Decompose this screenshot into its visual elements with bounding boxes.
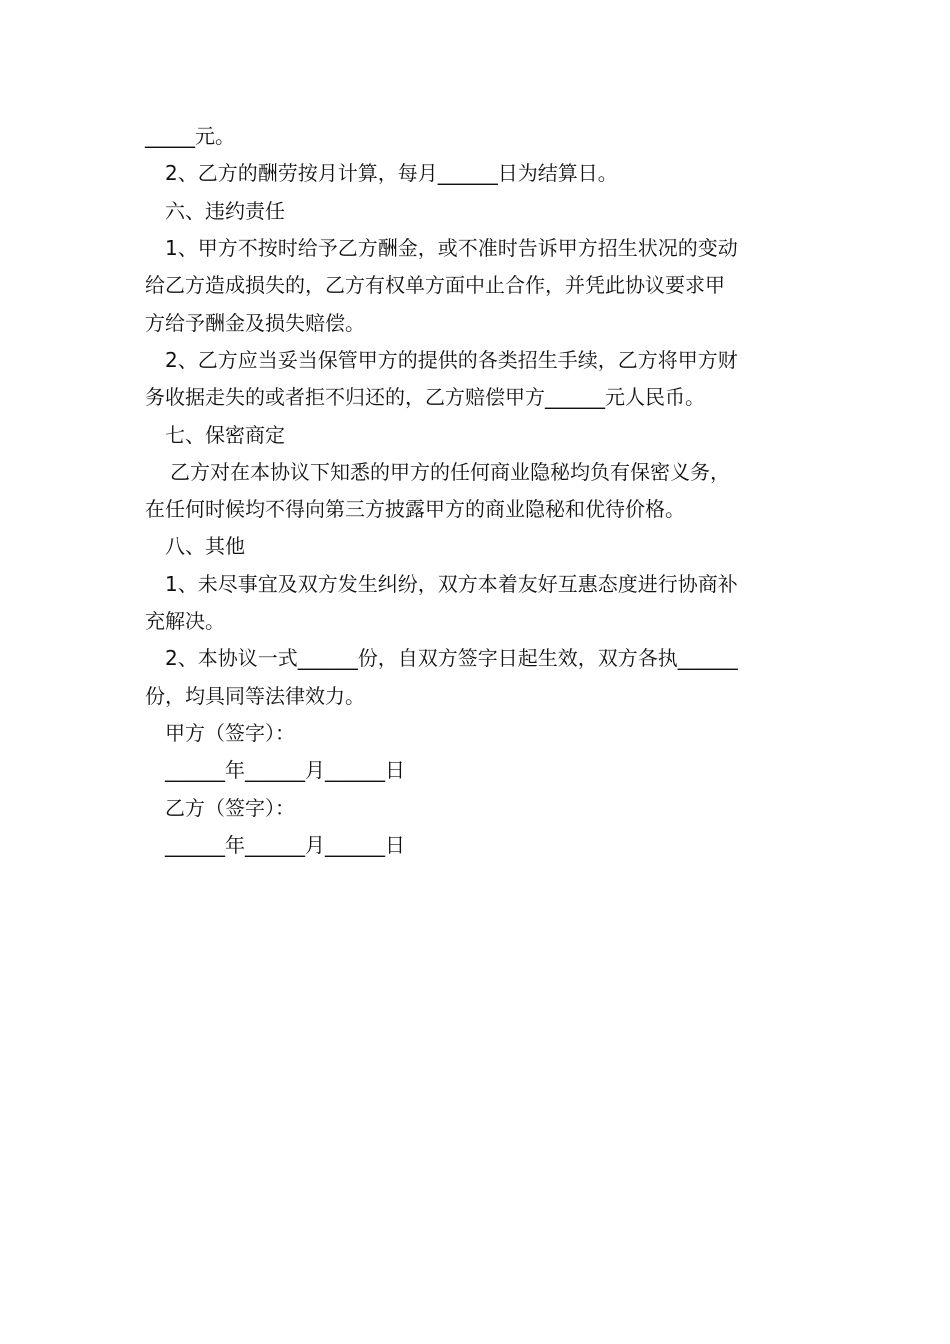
doc-line: 2、乙方应当妥当保管甲方的提供的各类招生手续，乙方将甲方财 xyxy=(165,348,738,372)
doc-line: 方给予酬金及损失赔偿。 xyxy=(145,311,365,335)
party-a-signature-label: 甲方（签字）： xyxy=(165,721,295,745)
doc-line: 乙方对在本协议下知悉的甲方的任何商业隐秘均负有保密义务， xyxy=(170,460,730,484)
section-heading: 六、违约责任 xyxy=(165,199,285,223)
party-b-date-line: ______年______月______日 xyxy=(165,833,405,857)
doc-line: 2、乙方的酬劳按月计算，每月______日为结算日。 xyxy=(165,161,618,185)
section-heading: 七、保密商定 xyxy=(165,423,285,447)
doc-line: 1、未尽事宜及双方发生纠纷，双方本着友好互惠态度进行协商补 xyxy=(165,572,738,596)
doc-line: 充解决。 xyxy=(145,609,225,633)
doc-line: 给乙方造成损失的，乙方有权单方面中止合作，并凭此协议要求甲 xyxy=(145,273,725,297)
doc-line: 份，均具同等法律效力。 xyxy=(145,684,365,708)
section-heading: 八、其他 xyxy=(165,534,245,558)
party-a-date-line: ______年______月______日 xyxy=(165,758,405,782)
doc-line: 在任何时候均不得向第三方披露甲方的商业隐秘和优待价格。 xyxy=(145,497,685,521)
doc-line: 1、甲方不按时给予乙方酬金，或不准时告诉甲方招生状况的变动 xyxy=(165,236,738,260)
party-b-signature-label: 乙方（签字）： xyxy=(165,796,295,820)
doc-line: 务收据走失的或者拒不归还的，乙方赔偿甲方______元人民币。 xyxy=(145,385,705,409)
doc-line: _____元。 xyxy=(145,124,235,148)
doc-line: 2、本协议一式______份，自双方签字日起生效，双方各执______ xyxy=(165,646,738,670)
